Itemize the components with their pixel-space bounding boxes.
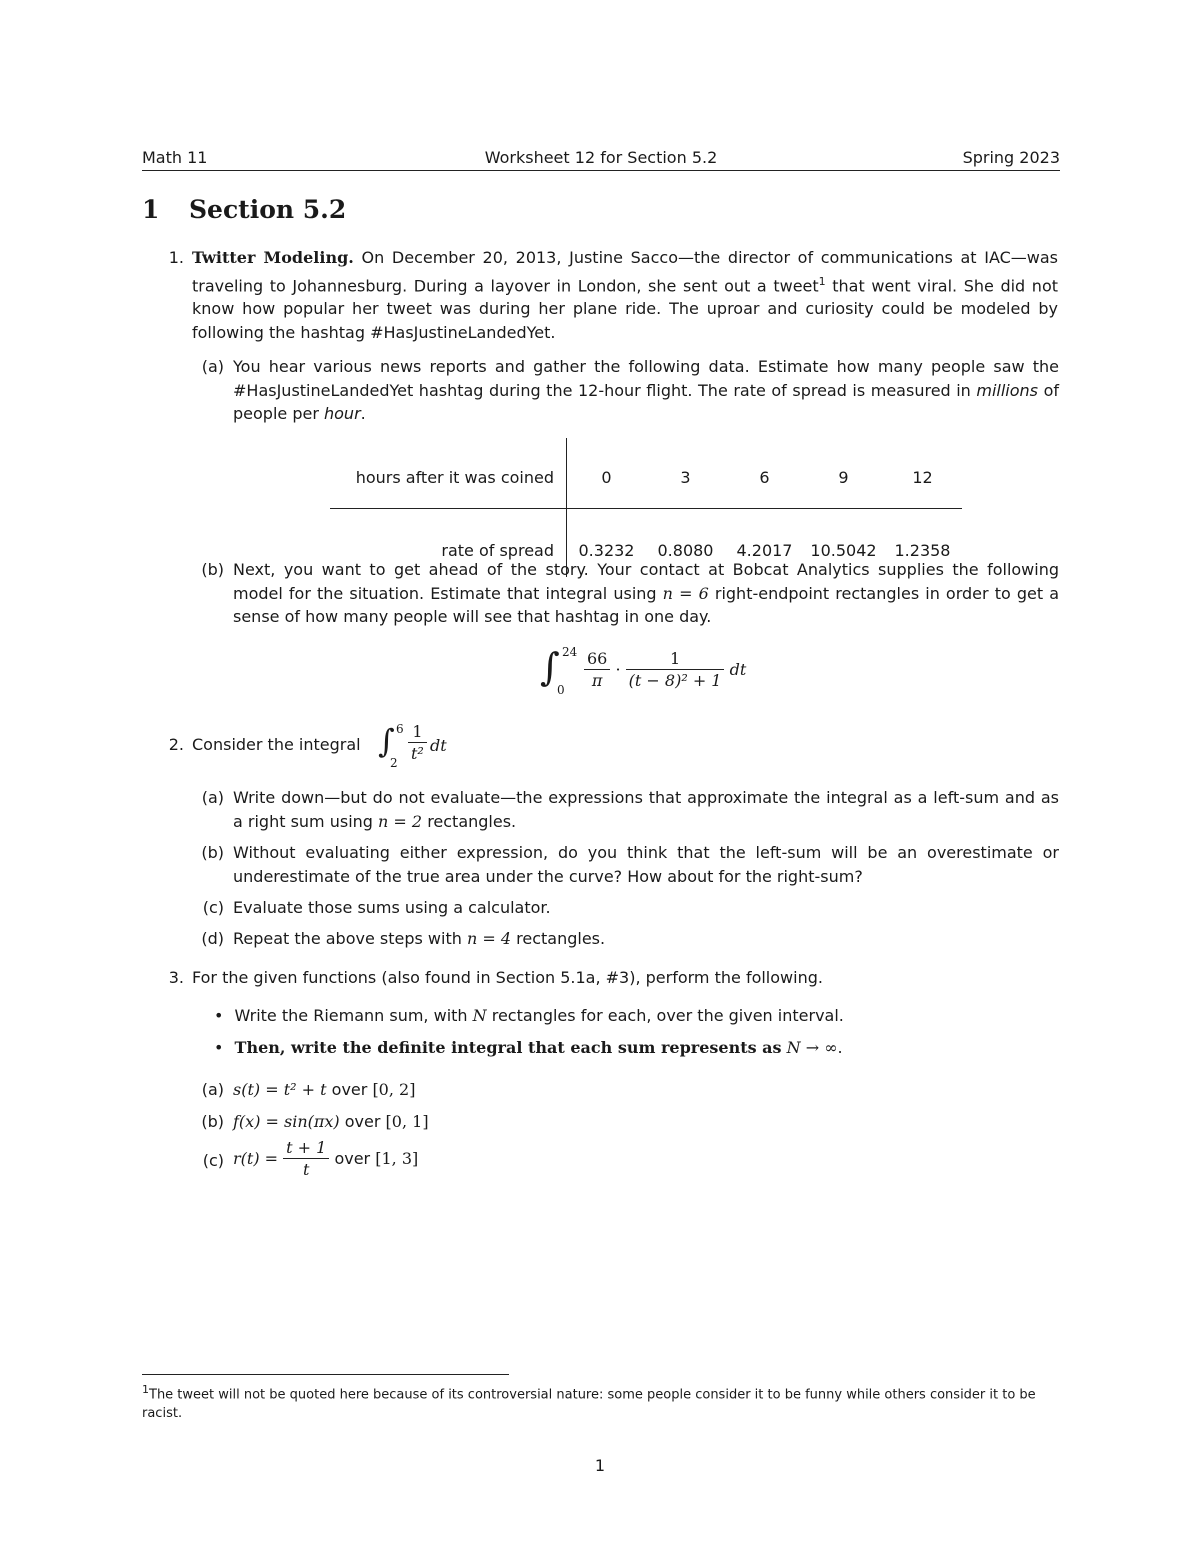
fraction-numerator: 1 bbox=[626, 649, 725, 670]
problem-1a-text: You hear various news reports and gather the following data. Estimate how many people saw the #HasJustineLandedYet hashtag during the 12-hour flight. The rate of spread is measured in bbox=[233, 357, 1059, 400]
problem-2-text: Consider the integral bbox=[192, 735, 361, 754]
problem-1b bbox=[196, 558, 1062, 629]
problem-2c bbox=[196, 896, 1062, 920]
problem-1a-emphasis-millions: millions bbox=[976, 380, 1039, 400]
problem-2a-text-2: rectangles. bbox=[427, 811, 517, 831]
differential: dt bbox=[430, 736, 447, 755]
integral-upper-limit: 6 bbox=[396, 722, 404, 736]
integrand bbox=[584, 649, 746, 692]
footnote-ref: 1 bbox=[818, 274, 826, 288]
function-fraction bbox=[626, 649, 725, 692]
table-cell: 4.2017 bbox=[736, 540, 793, 560]
footnote-text: The tweet will not be quoted here because of its controversial nature: some people consider it to be funny while others consider it to be racist. bbox=[142, 1387, 1036, 1422]
problem-1-text-2: that went viral. She did not know how popular her tweet was during her plane ride. The uproar and curiosity could be modeled by following the hashtag #HasJustineLandedYet. bbox=[192, 275, 1059, 342]
problem-1a bbox=[196, 355, 1062, 426]
problem-3c-fraction bbox=[283, 1138, 329, 1181]
fraction-denominator: π bbox=[591, 671, 603, 690]
problem-2d-body bbox=[233, 927, 1059, 951]
problem-2b bbox=[196, 841, 1062, 888]
fraction-denominator: (t − 8)² + 1 bbox=[628, 671, 722, 690]
footnote-mark: 1 bbox=[142, 1383, 149, 1396]
multiplication-dot: · bbox=[615, 660, 621, 679]
page-number: 1 bbox=[594, 1456, 606, 1475]
problem-3a-label: (a) bbox=[201, 1080, 224, 1099]
problem-3a-interval: [0, 2] bbox=[372, 1080, 416, 1099]
problem-2c-label: (c) bbox=[202, 898, 224, 917]
problem-3b bbox=[196, 1110, 796, 1134]
problem-2b-body bbox=[233, 841, 1059, 888]
problem-1a-period: . bbox=[360, 404, 366, 423]
problem-2-number: 2. bbox=[168, 735, 184, 754]
problem-2d-text-2: rectangles. bbox=[516, 929, 606, 948]
data-table bbox=[330, 438, 962, 577]
problem-2b-label: (b) bbox=[201, 843, 224, 862]
problem-2d-label: (d) bbox=[201, 929, 224, 948]
bullet-icon: • bbox=[214, 1006, 224, 1025]
footnote bbox=[142, 1380, 1060, 1423]
problem-3c-text: over bbox=[334, 1149, 371, 1168]
header-worksheet-title: Worksheet 12 for Section 5.2 bbox=[484, 148, 718, 167]
problem-3a-text: over bbox=[331, 1080, 368, 1099]
bullet-math: N bbox=[472, 1006, 487, 1025]
bullet-list bbox=[214, 1004, 1062, 1059]
bullet-text-2: . bbox=[837, 1037, 843, 1057]
problem-2d bbox=[196, 927, 1062, 951]
problem-3a-function: s(t) = t² + t bbox=[233, 1080, 327, 1099]
problem-3c bbox=[196, 1138, 796, 1184]
problem-1-body bbox=[192, 246, 1058, 344]
section-title bbox=[142, 195, 346, 224]
problem-1-text: On December 20, 2013, Justine Sacco—the director of communications at IAC—was traveling to Johannesburg. During a layover in London, she sent out a tweet bbox=[192, 248, 1059, 295]
table-row-label: rate of spread bbox=[330, 509, 567, 578]
problem-1b-body bbox=[233, 558, 1059, 629]
problem-3b-interval: [0, 1] bbox=[385, 1112, 429, 1131]
bullet-math: N → ∞ bbox=[786, 1037, 838, 1057]
integral-sign-icon: ∫ bbox=[378, 722, 395, 760]
problem-2c-body bbox=[233, 896, 1059, 920]
fraction-denominator: t² bbox=[411, 744, 424, 763]
fraction-numerator: t + 1 bbox=[283, 1138, 329, 1159]
problem-3b-text: over bbox=[344, 1112, 381, 1131]
problem-3b-label: (b) bbox=[201, 1112, 224, 1131]
constant-fraction bbox=[584, 649, 610, 692]
section-number: 1 bbox=[142, 195, 160, 224]
problem-3a bbox=[196, 1078, 796, 1102]
table-cell: 0 bbox=[567, 438, 647, 509]
table-cell: 0.8080 bbox=[657, 540, 714, 560]
integral-upper-limit: 24 bbox=[562, 645, 578, 659]
problem-1-title: Twitter Modeling. bbox=[192, 248, 354, 267]
problem-3b-function: f(x) = sin(πx) bbox=[233, 1112, 340, 1131]
problem-2c-text: Evaluate those sums using a calculator. bbox=[233, 898, 551, 917]
problem-3-text: For the given functions (also found in Section 5.1a, #3), perform the following. bbox=[192, 968, 823, 987]
list-item bbox=[214, 1004, 1062, 1028]
problem-1 bbox=[162, 246, 1062, 344]
table-cell: 1.2358 bbox=[894, 540, 951, 560]
header-course: Math 11 bbox=[142, 148, 208, 167]
bullet-text-2: rectangles for each, over the given interval. bbox=[491, 1006, 844, 1025]
problem-2 bbox=[162, 722, 562, 772]
page-header bbox=[142, 146, 1060, 171]
problem-3c-interval: [1, 3] bbox=[375, 1149, 419, 1168]
table-cell: 9 bbox=[804, 438, 883, 509]
problem-1b-label: (b) bbox=[201, 560, 224, 579]
problem-1b-text: Next, you want to get ahead of the story. Your contact at Bobcat Analytics supplies the following model for the situation. Estimate that integral using bbox=[233, 560, 1059, 603]
table-cell: 12 bbox=[883, 438, 962, 509]
header-term: Spring 2023 bbox=[962, 148, 1060, 167]
fraction-numerator: 66 bbox=[584, 649, 610, 670]
problem-2a bbox=[196, 786, 1062, 833]
problem-2d-math: n = 4 bbox=[466, 929, 512, 948]
list-item bbox=[214, 1036, 1062, 1060]
table-cell: 6 bbox=[725, 438, 804, 509]
differential: dt bbox=[729, 660, 747, 679]
table-cell: 10.5042 bbox=[810, 540, 877, 560]
integral-lower-limit: 0 bbox=[557, 683, 565, 697]
problem-1-number: 1. bbox=[168, 248, 184, 267]
problem-2a-body bbox=[233, 786, 1059, 833]
problem-3c-lhs: r(t) = bbox=[233, 1149, 279, 1168]
integral-2 bbox=[378, 722, 498, 772]
table-row-label: hours after it was coined bbox=[330, 438, 567, 509]
problem-2d-text: Repeat the above steps with bbox=[233, 929, 462, 948]
problem-1a-text-2: of people per bbox=[233, 380, 1059, 423]
problem-2a-math: n = 2 bbox=[378, 811, 423, 831]
integral-lower-limit: 2 bbox=[390, 756, 398, 770]
problem-3c-label: (c) bbox=[202, 1151, 224, 1170]
table-cell: 3 bbox=[646, 438, 725, 509]
section-name: Section 5.2 bbox=[189, 195, 347, 224]
problem-3 bbox=[162, 966, 1062, 990]
bullet-text: Write the Riemann sum, with bbox=[234, 1006, 468, 1025]
integral-sign-icon: ∫ bbox=[540, 645, 560, 689]
problem-1b-math: n = 6 bbox=[662, 583, 709, 603]
fraction-denominator: t bbox=[303, 1160, 310, 1179]
problem-1a-label: (a) bbox=[201, 357, 224, 376]
problem-2a-text: Write down—but do not evaluate—the expressions that approximate the integral as a left-sum and as a right sum using bbox=[233, 788, 1059, 831]
table-cell: 0.3232 bbox=[578, 540, 635, 560]
problem-3-number: 3. bbox=[168, 968, 184, 987]
fraction-numerator: 1 bbox=[408, 722, 427, 743]
problem-1a-emphasis-hour: hour bbox=[324, 404, 361, 423]
bullet-text: Then, write the definite integral that each sum represents as bbox=[234, 1037, 782, 1057]
integrand-fraction bbox=[408, 722, 427, 765]
problem-1b-text-2: right-endpoint rectangles in order to get a sense of how many people will see that hashtag in one day. bbox=[233, 583, 1060, 626]
integral-1b bbox=[540, 645, 760, 701]
problem-1a-body bbox=[233, 355, 1059, 426]
footnote-divider bbox=[142, 1374, 509, 1375]
bullet-icon: • bbox=[214, 1037, 224, 1057]
problem-2a-label: (a) bbox=[201, 788, 224, 807]
problem-2b-text: Without evaluating either expression, do you think that the left-sum will be an overestimate or underestimate of the true area under the curve? How about for the right-sum? bbox=[233, 843, 1059, 886]
table-row bbox=[330, 438, 962, 509]
